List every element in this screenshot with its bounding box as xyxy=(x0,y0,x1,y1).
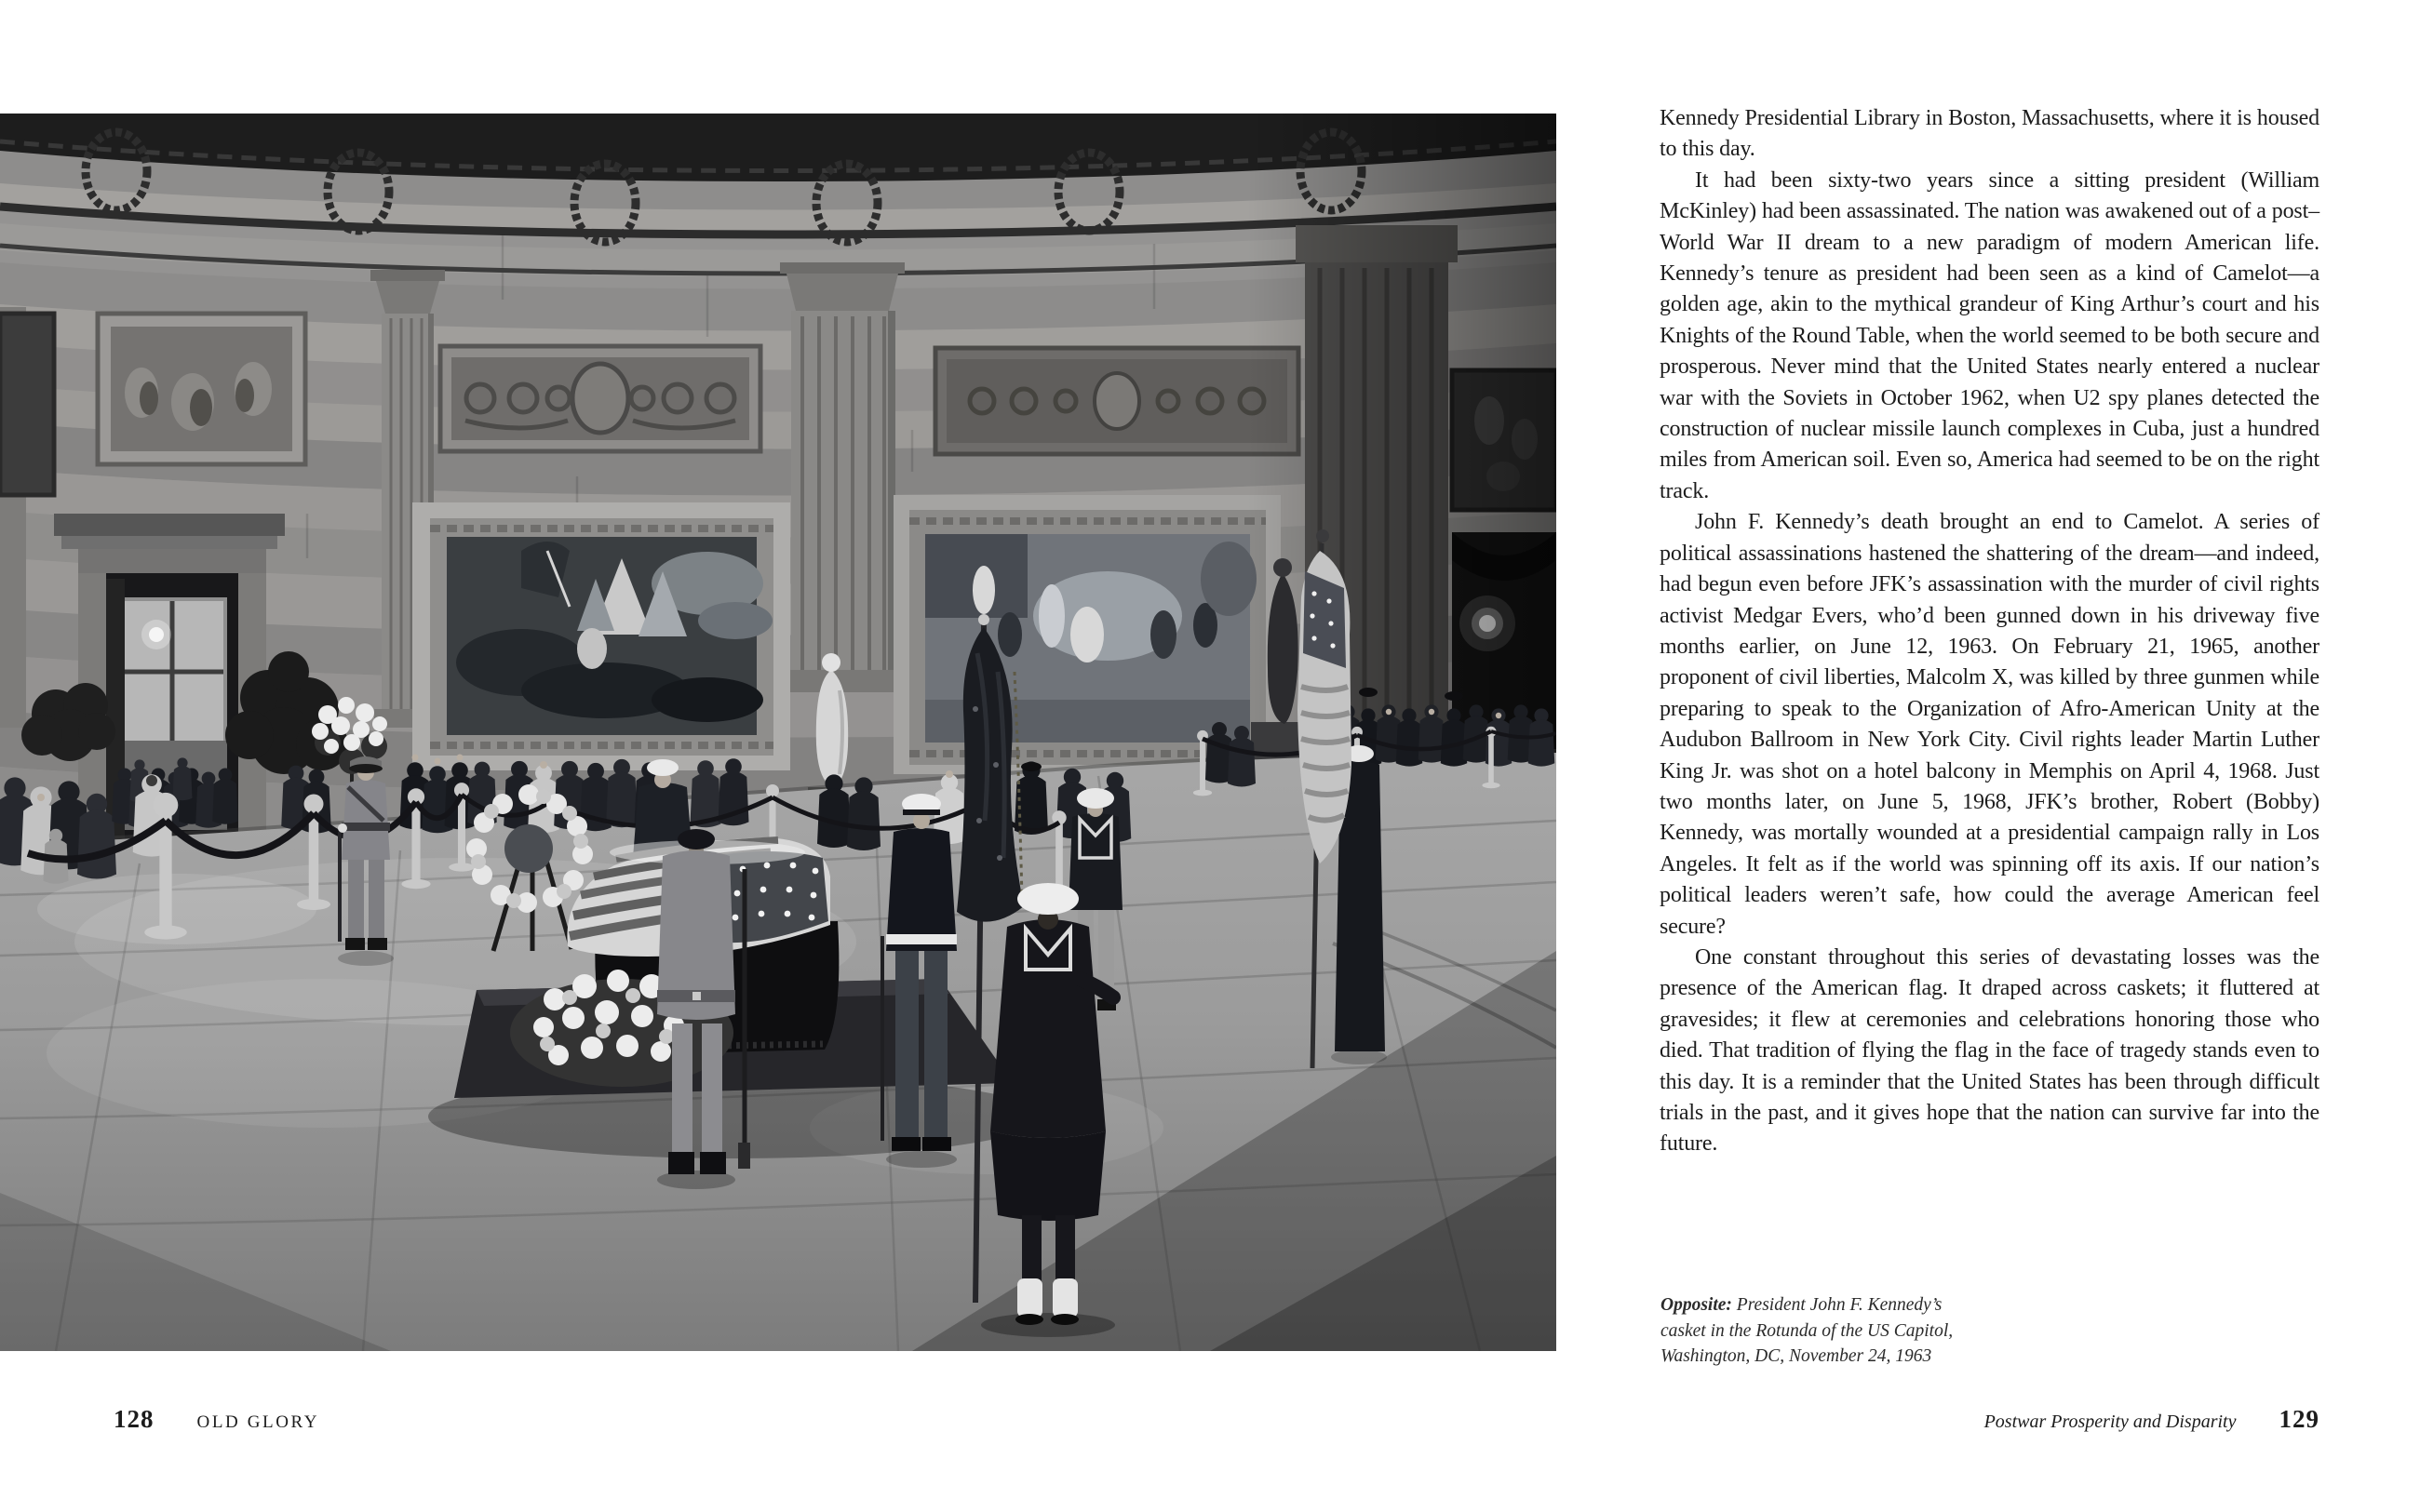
page-number-right: 129 xyxy=(2279,1405,2319,1433)
body-text xyxy=(1660,103,2319,1160)
paragraph-continuation: Kennedy Presidential Library in Boston, Massachusetts, where it is housed to this day. xyxy=(1660,106,2319,162)
running-head-left: OLD GLORY xyxy=(196,1412,320,1432)
photo-caption xyxy=(1660,1292,2051,1370)
caption-text: President John F. Kennedy’s xyxy=(1731,1295,1943,1315)
right-page-footer xyxy=(1660,1405,2319,1434)
paragraph: John F. Kennedy’s death brought an end to Camelot. A series of political assassinations hastened the shattering of the dream—and indeed, had begun even before JFK’s assassination with the murder of civil rights activist Medgar Evers, who’d been gunned down in his driveway five months earlier, on June 12, 1963. On February 21, 1965, another proponent of civil liberties, Malcolm X, was killed by three gunmen while preparing to speak to the Organization of Afro-American Unity at the Audubon Ballroom in New York City. Civil rights leader Martin Luther King Jr. was shot on a hotel balcony in Memphis on April 4, 1968. Just two months later, on June 5, 1968, JFK’s brother, Robert (Bobby) Kennedy, was mortally wounded at a presidential campaign rally in Los Angeles. It felt as if the world was spinning off its axis. If our nation’s political leaders weren’t safe, how could the average American feel secure? xyxy=(1660,510,2319,939)
caption-line xyxy=(1660,1292,2051,1318)
rotunda-photo-illustration xyxy=(0,114,1556,1351)
caption-line: Washington, DC, November 24, 1963 xyxy=(1660,1346,1932,1366)
central-painting xyxy=(412,502,790,770)
running-head-right: Postwar Prosperity and Disparity xyxy=(1983,1412,2237,1432)
rotunda-photo xyxy=(0,114,1556,1351)
center-relief xyxy=(440,346,760,451)
paragraph: One constant throughout this series of devastating losses was the presence of the American flag. It draped across caskets; it fluttered at gravesides; it flew at ceremonies and celebrations honoring those who died. That tradition of flying the flag in the face of tragedy stands even to this day. It is a reminder that the United States has been through difficult trials in the past, and it gives hope that the nation can survive far into the future. xyxy=(1660,944,2319,1157)
left-page-footer xyxy=(114,1405,319,1434)
caption-line: casket in the Rotunda of the US Capitol, xyxy=(1660,1320,1954,1341)
page-number-left: 128 xyxy=(114,1405,155,1433)
right-relief xyxy=(935,348,1298,454)
caption-label: Opposite: xyxy=(1660,1295,1732,1315)
left-relief xyxy=(98,314,305,464)
paragraph: It had been sixty-two years since a sitting president (William McKinley) had been assassinated. The nation was awakened out of a post–World War II dream to a new paradigm of modern American life. Kennedy’s tenure as president had been seen as a kind of Camelot—a golden age, akin to the mythical grandeur of King Arthur’s court and his Knights of the Round Table, when the world seemed to be both secure and prosperous. Never mind that the United States nearly entered a nuclear war with the Soviets in October 1962, when U2 spy planes detected the construction of nuclear missile launch complexes in Cuba, just a hundred miles from American soil. Even so, America had seemed to be on the right track. xyxy=(1660,167,2319,503)
